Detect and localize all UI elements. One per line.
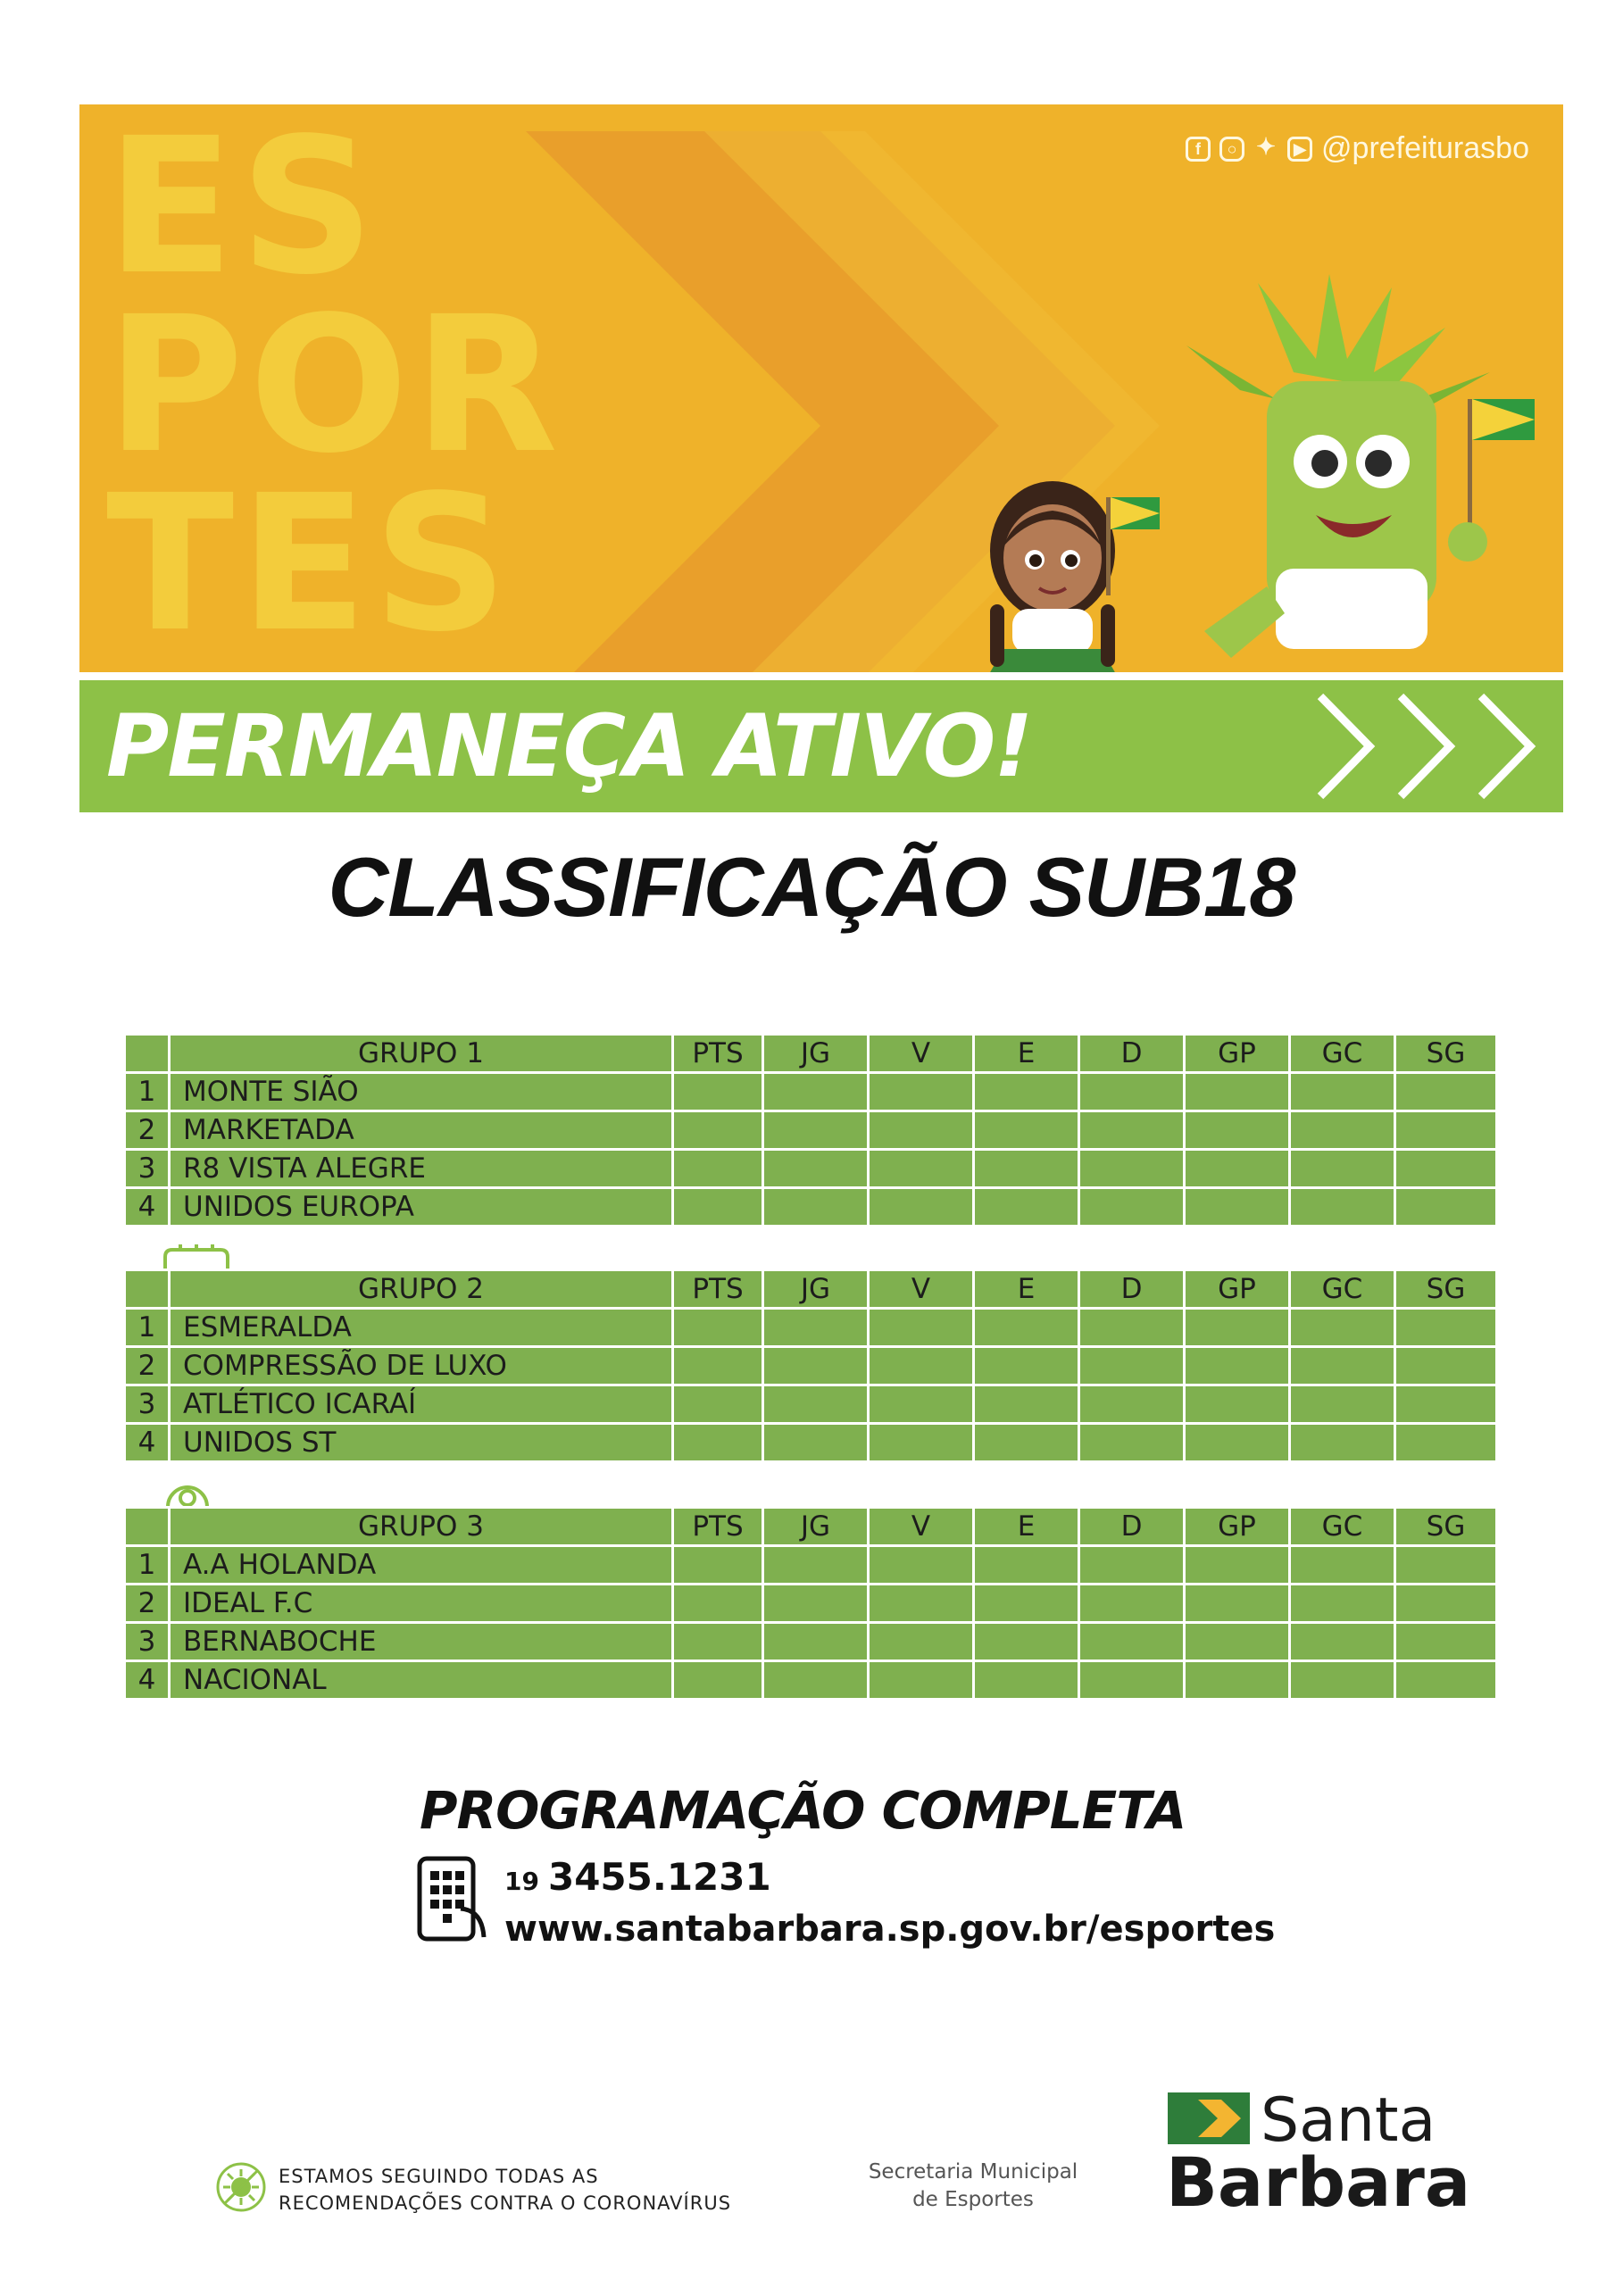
- stat-cell: [763, 1073, 869, 1111]
- col-gc: GC: [1290, 1508, 1395, 1546]
- facebook-icon[interactable]: f: [1186, 137, 1211, 162]
- position-cell: 2: [125, 1347, 170, 1385]
- col-gc: GC: [1290, 1035, 1395, 1073]
- santa-barbara-logo-mark: [1168, 2092, 1257, 2148]
- table-row: [125, 1188, 1497, 1227]
- stat-cell: [869, 1188, 974, 1227]
- stat-cell: [974, 1150, 1079, 1188]
- position-cell: 2: [125, 1585, 170, 1623]
- stat-cell: [673, 1073, 763, 1111]
- table-header-cell: [125, 1270, 170, 1309]
- team-name: ESMERALDA: [170, 1309, 673, 1347]
- stat-cell: [869, 1585, 974, 1623]
- table-row: [125, 1623, 1497, 1661]
- stat-cell: [869, 1150, 974, 1188]
- col-gc: GC: [1290, 1270, 1395, 1309]
- banner-word-por: POR: [106, 276, 564, 495]
- stat-cell: [1395, 1424, 1497, 1462]
- stat-cell: [974, 1623, 1079, 1661]
- stat-cell: [974, 1546, 1079, 1585]
- stat-cell: [974, 1073, 1079, 1111]
- stat-cell: [1395, 1111, 1497, 1150]
- field-circle-decoration: [161, 1480, 214, 1509]
- stat-cell: [974, 1347, 1079, 1385]
- col-jg: JG: [763, 1270, 869, 1309]
- stat-cell: [1185, 1347, 1290, 1385]
- stat-cell: [1185, 1424, 1290, 1462]
- position-cell: 3: [125, 1385, 170, 1424]
- stat-cell: [1079, 1073, 1185, 1111]
- phone-keypad-icon: [416, 1855, 487, 1944]
- banner-word-es: ES: [106, 104, 380, 316]
- team-name: IDEAL F.C: [170, 1585, 673, 1623]
- col-gp: GP: [1185, 1035, 1290, 1073]
- table-header-cell: [125, 1508, 170, 1546]
- stat-cell: [1290, 1424, 1395, 1462]
- youtube-icon[interactable]: ▶: [1287, 137, 1312, 162]
- position-cell: 4: [125, 1188, 170, 1227]
- stat-cell: [869, 1073, 974, 1111]
- stat-cell: [1290, 1188, 1395, 1227]
- stat-cell: [1395, 1073, 1497, 1111]
- stat-cell: [869, 1111, 974, 1150]
- stat-cell: [1185, 1309, 1290, 1347]
- slogan-text: PERMANEÇA ATIVO!: [106, 696, 1032, 796]
- stat-cell: [673, 1347, 763, 1385]
- position-cell: 4: [125, 1661, 170, 1700]
- col-d: D: [1079, 1508, 1185, 1546]
- stat-cell: [974, 1385, 1079, 1424]
- stat-cell: [974, 1424, 1079, 1462]
- stat-cell: [1290, 1309, 1395, 1347]
- table-row: [125, 1385, 1497, 1424]
- col-gp: GP: [1185, 1270, 1290, 1309]
- logo-text-barbara: Barbara: [1166, 2142, 1471, 2222]
- col-sg: SG: [1395, 1270, 1497, 1309]
- col-v: V: [869, 1035, 974, 1073]
- stat-cell: [974, 1661, 1079, 1700]
- col-e: E: [974, 1035, 1079, 1073]
- stat-cell: [763, 1347, 869, 1385]
- group-name: GRUPO 2: [170, 1270, 673, 1309]
- double-chevron-icon: [1303, 680, 1563, 812]
- virus-icon: [214, 2160, 268, 2214]
- stat-cell: [763, 1661, 869, 1700]
- col-e: E: [974, 1508, 1079, 1546]
- stat-cell: [673, 1623, 763, 1661]
- table-row: [125, 1111, 1497, 1150]
- table-row: [125, 1309, 1497, 1347]
- stat-cell: [1395, 1546, 1497, 1585]
- stat-cell: [1395, 1661, 1497, 1700]
- stat-cell: [1290, 1111, 1395, 1150]
- group-name: GRUPO 3: [170, 1508, 673, 1546]
- stat-cell: [1079, 1188, 1185, 1227]
- col-pts: PTS: [673, 1035, 763, 1073]
- stat-cell: [869, 1347, 974, 1385]
- col-sg: SG: [1395, 1035, 1497, 1073]
- table-row: [125, 1585, 1497, 1623]
- team-name: A.A HOLANDA: [170, 1546, 673, 1585]
- stat-cell: [1290, 1385, 1395, 1424]
- stat-cell: [1290, 1661, 1395, 1700]
- stat-cell: [673, 1546, 763, 1585]
- stat-cell: [869, 1424, 974, 1462]
- table-row: [125, 1424, 1497, 1462]
- team-name: ATLÉTICO ICARAÍ: [170, 1385, 673, 1424]
- col-sg: SG: [1395, 1508, 1497, 1546]
- stat-cell: [673, 1150, 763, 1188]
- field-line-decoration: [161, 1244, 232, 1271]
- stat-cell: [974, 1585, 1079, 1623]
- stat-cell: [1185, 1585, 1290, 1623]
- col-jg: JG: [763, 1035, 869, 1073]
- stat-cell: [763, 1623, 869, 1661]
- stat-cell: [1395, 1150, 1497, 1188]
- team-name: UNIDOS EUROPA: [170, 1188, 673, 1227]
- col-v: V: [869, 1508, 974, 1546]
- stat-cell: [1395, 1309, 1497, 1347]
- stat-cell: [763, 1385, 869, 1424]
- stat-cell: [1079, 1385, 1185, 1424]
- table-row: [125, 1347, 1497, 1385]
- secretaria-line-1: Secretaria Municipal: [868, 2160, 1078, 2184]
- stat-cell: [869, 1623, 974, 1661]
- stat-cell: [763, 1150, 869, 1188]
- stat-cell: [763, 1546, 869, 1585]
- social-handle[interactable]: @prefeiturasbo: [1321, 131, 1529, 165]
- covid-notice: [279, 2163, 731, 2217]
- table-header-cell: [125, 1035, 170, 1073]
- stat-cell: [763, 1585, 869, 1623]
- col-pts: PTS: [673, 1270, 763, 1309]
- stat-cell: [1290, 1073, 1395, 1111]
- col-d: D: [1079, 1270, 1185, 1309]
- stat-cell: [1079, 1585, 1185, 1623]
- stat-cell: [1185, 1188, 1290, 1227]
- stat-cell: [1185, 1661, 1290, 1700]
- stat-cell: [1395, 1385, 1497, 1424]
- stat-cell: [763, 1188, 869, 1227]
- position-cell: 2: [125, 1111, 170, 1150]
- standings-table-grupo-3: [123, 1506, 1498, 1701]
- standings-table-grupo-2: [123, 1269, 1498, 1463]
- stat-cell: [1185, 1546, 1290, 1585]
- stat-cell: [673, 1111, 763, 1150]
- sports-banner: [79, 104, 1563, 672]
- stat-cell: [1185, 1111, 1290, 1150]
- team-name: MARKETADA: [170, 1111, 673, 1150]
- col-pts: PTS: [673, 1508, 763, 1546]
- covid-notice-line-2: RECOMENDAÇÕES CONTRA O CORONAVÍRUS: [279, 2192, 732, 2214]
- stat-cell: [974, 1188, 1079, 1227]
- social-links: [1186, 131, 1529, 166]
- stat-cell: [673, 1585, 763, 1623]
- stat-cell: [673, 1424, 763, 1462]
- team-name: MONTE SIÃO: [170, 1073, 673, 1111]
- stat-cell: [1290, 1546, 1395, 1585]
- covid-notice-line-1: ESTAMOS SEGUINDO TODAS AS: [279, 2166, 599, 2187]
- col-e: E: [974, 1270, 1079, 1309]
- team-name: NACIONAL: [170, 1661, 673, 1700]
- phone-number[interactable]: [504, 1855, 771, 1899]
- table-header-row: [125, 1508, 1497, 1546]
- stat-cell: [1079, 1347, 1185, 1385]
- secretaria-line-2: de Esportes: [912, 2188, 1034, 2211]
- stat-cell: [1079, 1623, 1185, 1661]
- stat-cell: [974, 1309, 1079, 1347]
- logo-text-santa: Santa: [1261, 2085, 1436, 2156]
- position-cell: 1: [125, 1073, 170, 1111]
- position-cell: 3: [125, 1623, 170, 1661]
- stat-cell: [763, 1111, 869, 1150]
- stat-cell: [1395, 1585, 1497, 1623]
- stat-cell: [1079, 1546, 1185, 1585]
- stat-cell: [1079, 1424, 1185, 1462]
- phone-digits: 3455.1231: [547, 1855, 771, 1899]
- stat-cell: [1290, 1150, 1395, 1188]
- stat-cell: [869, 1546, 974, 1585]
- twitter-icon[interactable]: ✦: [1256, 132, 1276, 160]
- instagram-icon[interactable]: ○: [1219, 137, 1244, 162]
- position-cell: 3: [125, 1150, 170, 1188]
- stat-cell: [673, 1309, 763, 1347]
- position-cell: 4: [125, 1424, 170, 1462]
- team-name: BERNABOCHE: [170, 1623, 673, 1661]
- stat-cell: [1185, 1623, 1290, 1661]
- group-name: GRUPO 1: [170, 1035, 673, 1073]
- stat-cell: [869, 1661, 974, 1700]
- col-v: V: [869, 1270, 974, 1309]
- position-cell: 1: [125, 1546, 170, 1585]
- page-title: CLASSIFICAÇÃO SUB18: [328, 840, 1295, 934]
- position-cell: 1: [125, 1309, 170, 1347]
- table-header-row: [125, 1270, 1497, 1309]
- stat-cell: [1395, 1347, 1497, 1385]
- team-name: COMPRESSÃO DE LUXO: [170, 1347, 673, 1385]
- stat-cell: [1079, 1150, 1185, 1188]
- plant-mascot-illustration: [1151, 274, 1544, 672]
- website-link[interactable]: www.santabarbara.sp.gov.br/esportes: [504, 1909, 1276, 1950]
- stat-cell: [1290, 1347, 1395, 1385]
- phone-area-code: 19: [504, 1867, 539, 1896]
- team-name: R8 VISTA ALEGRE: [170, 1150, 673, 1188]
- stat-cell: [1290, 1623, 1395, 1661]
- stat-cell: [763, 1424, 869, 1462]
- stat-cell: [869, 1309, 974, 1347]
- stat-cell: [1079, 1661, 1185, 1700]
- table-row: [125, 1073, 1497, 1111]
- stat-cell: [673, 1385, 763, 1424]
- stat-cell: [763, 1309, 869, 1347]
- stat-cell: [1395, 1188, 1497, 1227]
- table-header-row: [125, 1035, 1497, 1073]
- stat-cell: [974, 1111, 1079, 1150]
- banner-word-tes: TES: [106, 454, 513, 672]
- table-row: [125, 1150, 1497, 1188]
- stat-cell: [673, 1188, 763, 1227]
- stat-cell: [1290, 1585, 1395, 1623]
- col-jg: JG: [763, 1508, 869, 1546]
- stat-cell: [1079, 1309, 1185, 1347]
- col-d: D: [1079, 1035, 1185, 1073]
- stat-cell: [869, 1385, 974, 1424]
- stat-cell: [1395, 1623, 1497, 1661]
- team-name: UNIDOS ST: [170, 1424, 673, 1462]
- stat-cell: [673, 1661, 763, 1700]
- stat-cell: [1185, 1385, 1290, 1424]
- secretaria-label: [830, 2159, 1116, 2214]
- table-row: [125, 1546, 1497, 1585]
- stat-cell: [1185, 1073, 1290, 1111]
- col-gp: GP: [1185, 1508, 1290, 1546]
- stat-cell: [1079, 1111, 1185, 1150]
- table-row: [125, 1661, 1497, 1700]
- standings-table-grupo-1: [123, 1033, 1498, 1227]
- programacao-heading: PROGRAMAÇÃO COMPLETA: [420, 1780, 1186, 1841]
- slogan-bar: [79, 680, 1563, 812]
- stat-cell: [1185, 1150, 1290, 1188]
